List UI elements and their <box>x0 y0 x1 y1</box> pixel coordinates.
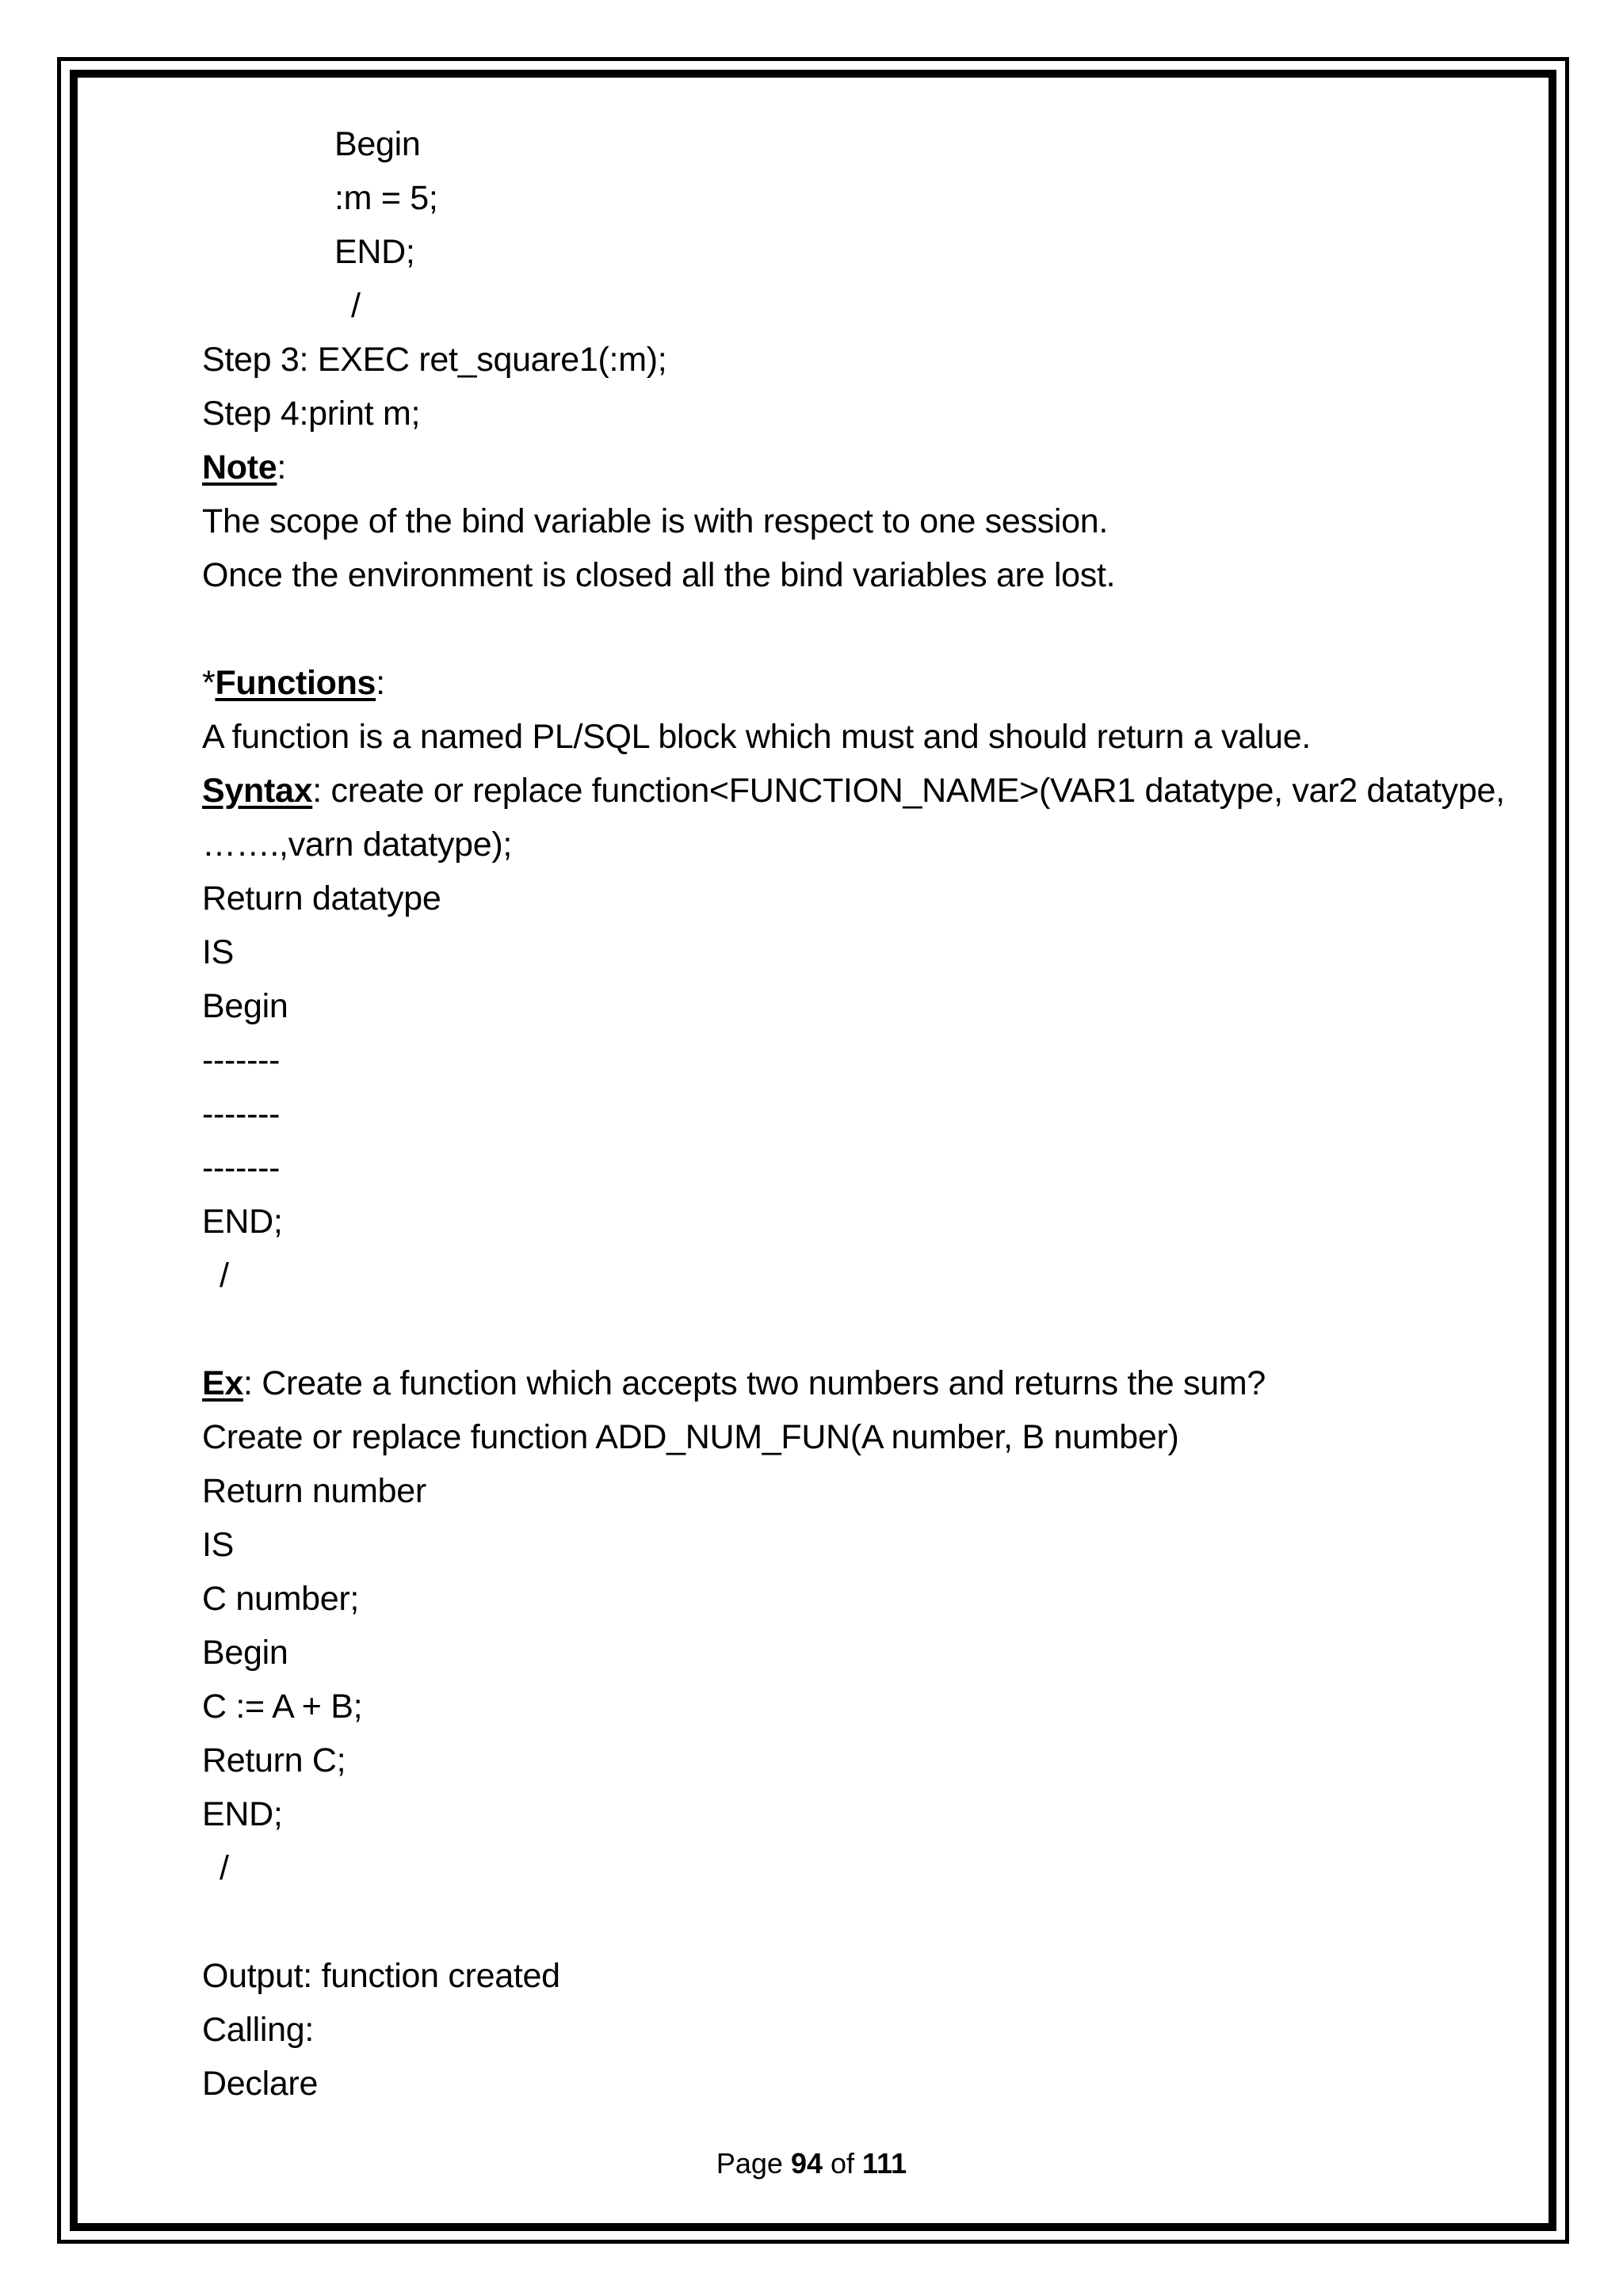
note-heading <box>202 441 1549 494</box>
code-line: IS <box>202 933 235 971</box>
of-word: of <box>831 2147 855 2180</box>
code-line: / <box>220 1849 229 1887</box>
code-line: Return datatype <box>202 879 441 917</box>
code-line: Begin <box>202 1634 288 1672</box>
code-line: END; <box>334 233 415 271</box>
syntax-line <box>202 764 1549 818</box>
text-line: Step 3: EXEC ret_square1(:m); <box>202 341 667 379</box>
page-number: 94 <box>790 2147 823 2180</box>
syntax-label: Syntax <box>202 772 313 810</box>
code-line: C := A + B; <box>202 1688 363 1726</box>
code-line: Create or replace function ADD_NUM_FUN(A number, B number) <box>202 1418 1179 1456</box>
code-line: / <box>220 1257 229 1295</box>
page-word: Page <box>716 2147 783 2180</box>
code-line: C number; <box>202 1580 360 1618</box>
code-line: Begin <box>334 125 421 163</box>
text-line: Calling: <box>202 2011 315 2049</box>
code-line: Return C; <box>202 1741 346 1779</box>
code-line: ------- <box>202 1095 281 1133</box>
functions-colon: : <box>376 664 385 702</box>
note-label: Note <box>202 448 277 486</box>
document-body <box>202 117 1549 2111</box>
text-line: Step 4:print m; <box>202 395 421 433</box>
functions-label: Functions <box>215 664 376 702</box>
page-total: 111 <box>862 2147 907 2180</box>
blank-line <box>202 602 1549 656</box>
code-line: / <box>351 287 361 325</box>
code-line: IS <box>202 1526 235 1564</box>
functions-heading <box>202 656 1549 710</box>
blank-line <box>202 1895 1549 1949</box>
code-line: Begin <box>202 987 288 1025</box>
text-line: A function is a named PL/SQL block which must and should return a value. <box>202 718 1311 756</box>
note-colon: : <box>277 448 287 486</box>
code-line: END; <box>202 1203 283 1241</box>
ex-label: Ex <box>202 1364 243 1402</box>
text-line: …….,varn datatype); <box>202 826 513 864</box>
code-line: END; <box>202 1795 283 1833</box>
code-line: ------- <box>202 1041 281 1079</box>
page-footer <box>0 2147 1623 2180</box>
code-line: :m = 5; <box>334 179 438 217</box>
text-line: Once the environment is closed all the bind variables are lost. <box>202 556 1116 594</box>
ex-text: : Create a function which accepts two numbers and returns the sum? <box>243 1364 1266 1402</box>
text-line: The scope of the bind variable is with respect to one session. <box>202 502 1109 540</box>
text-line: Output: function created <box>202 1957 560 1995</box>
syntax-text: : create or replace function<FUNCTION_NAME>(VAR1 datatype, var2 datatype, <box>312 772 1505 810</box>
code-line: ------- <box>202 1149 281 1187</box>
text-line: Declare <box>202 2065 319 2103</box>
blank-line <box>202 1302 1549 1356</box>
code-line: Return number <box>202 1472 426 1510</box>
functions-star: * <box>202 664 216 702</box>
example-line <box>202 1356 1549 1410</box>
